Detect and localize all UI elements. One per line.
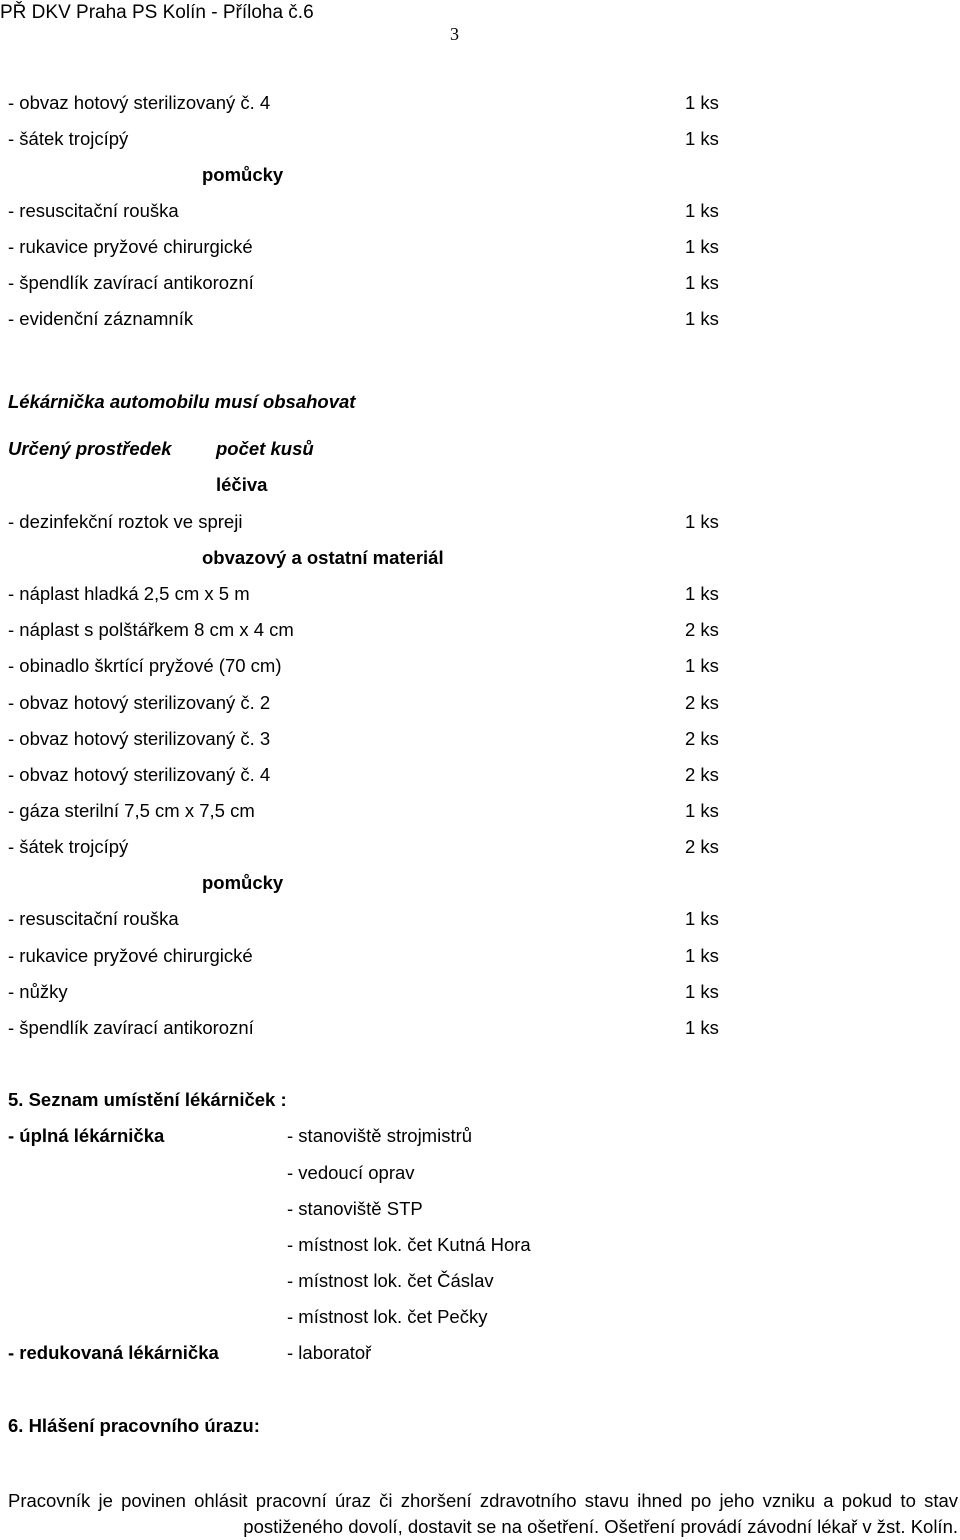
section-5-title: 5. Seznam umístění lékárniček : [8,1089,287,1110]
full-kit-label: - úplná lékárnička [8,1125,165,1146]
list-item-qty: 2 ks [685,619,719,640]
list-item-qty: 2 ks [685,692,719,713]
section-6-paragraph: Pracovník je povinen ohlásit pracovní úraz či zhoršení zdravotního stavu ihned po jeho vzniku a pokud to stav postiženého dovolí, dostavit se na ošetření. Ošetření provádí závodní lékař v žst. Kolín. [8,1490,958,1537]
location-item: - místnost lok. čet Pečky [287,1306,488,1327]
list-item-qty: 1 ks [685,1017,719,1038]
list-item-qty: 1 ks [685,236,719,257]
location-item: - stanoviště strojmistrů [287,1125,473,1146]
reduced-kit-label: - redukovaná lékárnička [8,1342,219,1363]
page-number: 3 [450,24,459,44]
list-item-name: - obvaz hotový sterilizovaný č. 4 [8,764,271,785]
list-item-qty: 2 ks [685,764,719,785]
list-item-qty: 1 ks [685,800,719,821]
list-item-name: - resuscitační rouška [8,200,179,221]
list-item-qty: 1 ks [685,92,719,113]
list-item-name: - gáza sterilní 7,5 cm x 7,5 cm [8,800,255,821]
list-item-name: - rukavice pryžové chirurgické [8,236,253,257]
section-title: Lékárnička automobilu musí obsahovat [8,391,356,412]
list-item-qty: 1 ks [685,655,719,676]
list-item-qty: 1 ks [685,945,719,966]
header-title: PŘ DKV Praha PS Kolín - Příloha č.6 [0,2,314,23]
list-item-qty: 1 ks [685,272,719,293]
list-item-qty: 1 ks [685,128,719,149]
list-item-name: - náplast s polštářkem 8 cm x 4 cm [8,619,294,640]
list-item-qty: 1 ks [685,200,719,221]
list-item-qty: 2 ks [685,836,719,857]
section-6-title: 6. Hlášení pracovního úrazu: [8,1415,260,1436]
column-header-item: Určený prostředek [8,438,172,459]
category-heading: pomůcky [202,164,284,185]
list-item-name: - obvaz hotový sterilizovaný č. 2 [8,692,271,713]
location-item: - místnost lok. čet Čáslav [287,1270,494,1291]
location-item: - vedoucí oprav [287,1162,415,1183]
list-item-qty: 1 ks [685,981,719,1002]
list-item-name: - obvaz hotový sterilizovaný č. 4 [8,92,271,113]
category-heading: obvazový a ostatní materiál [202,547,444,568]
list-item-qty: 2 ks [685,728,719,749]
list-item-name: - nůžky [8,981,68,1002]
category-heading: léčiva [216,474,268,495]
list-item-name: - evidenční záznamník [8,308,194,329]
list-item-name: - obvaz hotový sterilizovaný č. 3 [8,728,271,749]
location-item: - místnost lok. čet Kutná Hora [287,1234,531,1255]
list-item-name: - šátek trojcípý [8,836,129,857]
list-item-name: - obinadlo škrtící pryžové (70 cm) [8,655,282,676]
list-item-name: - dezinfekční roztok ve spreji [8,511,243,532]
location-item: - stanoviště STP [287,1198,423,1219]
list-item-name: - rukavice pryžové chirurgické [8,945,253,966]
list-item-qty: 1 ks [685,308,719,329]
list-item-name: - šátek trojcípý [8,128,129,149]
location-item: - laboratoř [287,1342,372,1363]
list-item-name: - špendlík zavírací antikorozní [8,272,254,293]
list-item-name: - špendlík zavírací antikorozní [8,1017,254,1038]
column-header-count: počet kusů [216,438,314,459]
list-item-qty: 1 ks [685,511,719,532]
list-item-name: - resuscitační rouška [8,908,179,929]
category-heading: pomůcky [202,872,284,893]
list-item-qty: 1 ks [685,908,719,929]
list-item-name: - náplast hladká 2,5 cm x 5 m [8,583,250,604]
list-item-qty: 1 ks [685,583,719,604]
